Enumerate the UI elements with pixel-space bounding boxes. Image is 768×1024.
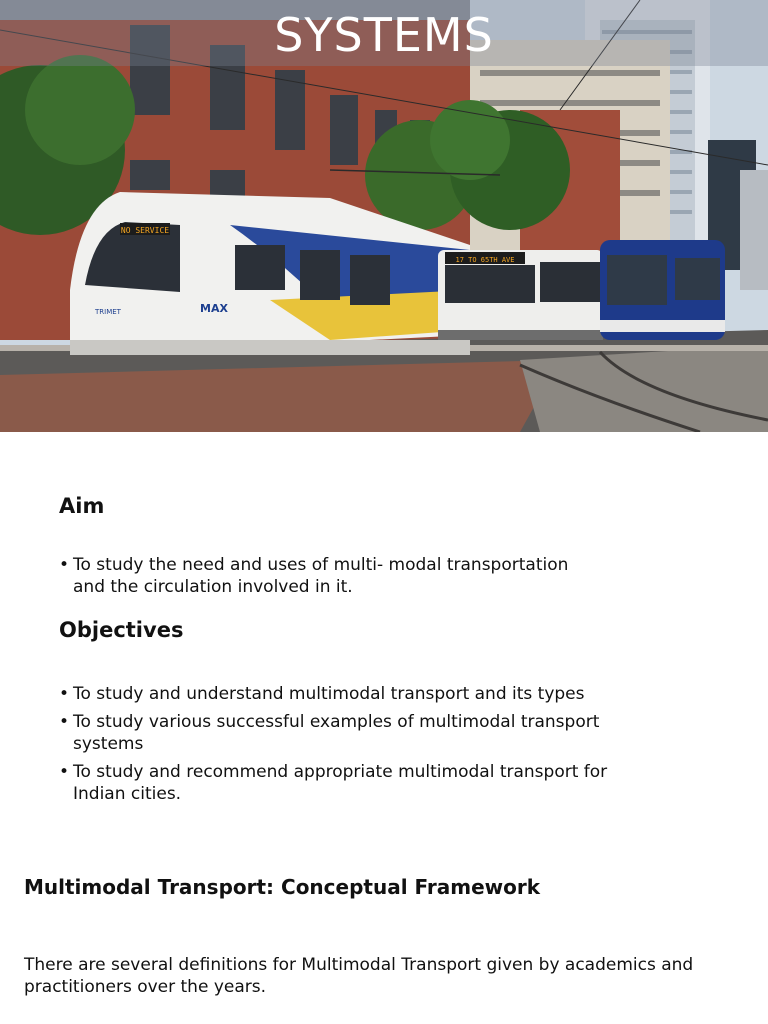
- hero-photo: [0, 0, 768, 432]
- objectives-heading: Objectives: [59, 618, 184, 642]
- slide-title: SYSTEMS: [274, 8, 494, 62]
- framework-paragraph: There are several definitions for Multimodal Transport given by academics and practitioners over the years.: [24, 955, 694, 997]
- list-item: • To study the need and uses of multi- modal transportation and the circulation involved in it.: [59, 554, 579, 598]
- streetcar-illustration: [600, 240, 725, 340]
- svg-text:MAX: MAX: [200, 302, 228, 315]
- objectives-bullet-list: [59, 683, 619, 811]
- list-item: • To study and recommend appropriate multimodal transport for Indian cities.: [59, 761, 619, 805]
- framework-heading: Multimodal Transport: Conceptual Framework: [24, 875, 541, 899]
- svg-text:NO SERVICE: NO SERVICE: [120, 226, 170, 235]
- aim-heading: Aim: [59, 494, 105, 518]
- bus-illustration: [438, 250, 603, 340]
- aim-bullet-list: [59, 554, 579, 604]
- list-item: • To study various successful examples of multimodal transport systems: [59, 711, 619, 755]
- svg-text:17 TO 65TH AVE: 17 TO 65TH AVE: [455, 256, 515, 264]
- list-item: • To study and understand multimodal transport and its types: [59, 683, 619, 705]
- svg-text:TRIMET: TRIMET: [95, 308, 121, 316]
